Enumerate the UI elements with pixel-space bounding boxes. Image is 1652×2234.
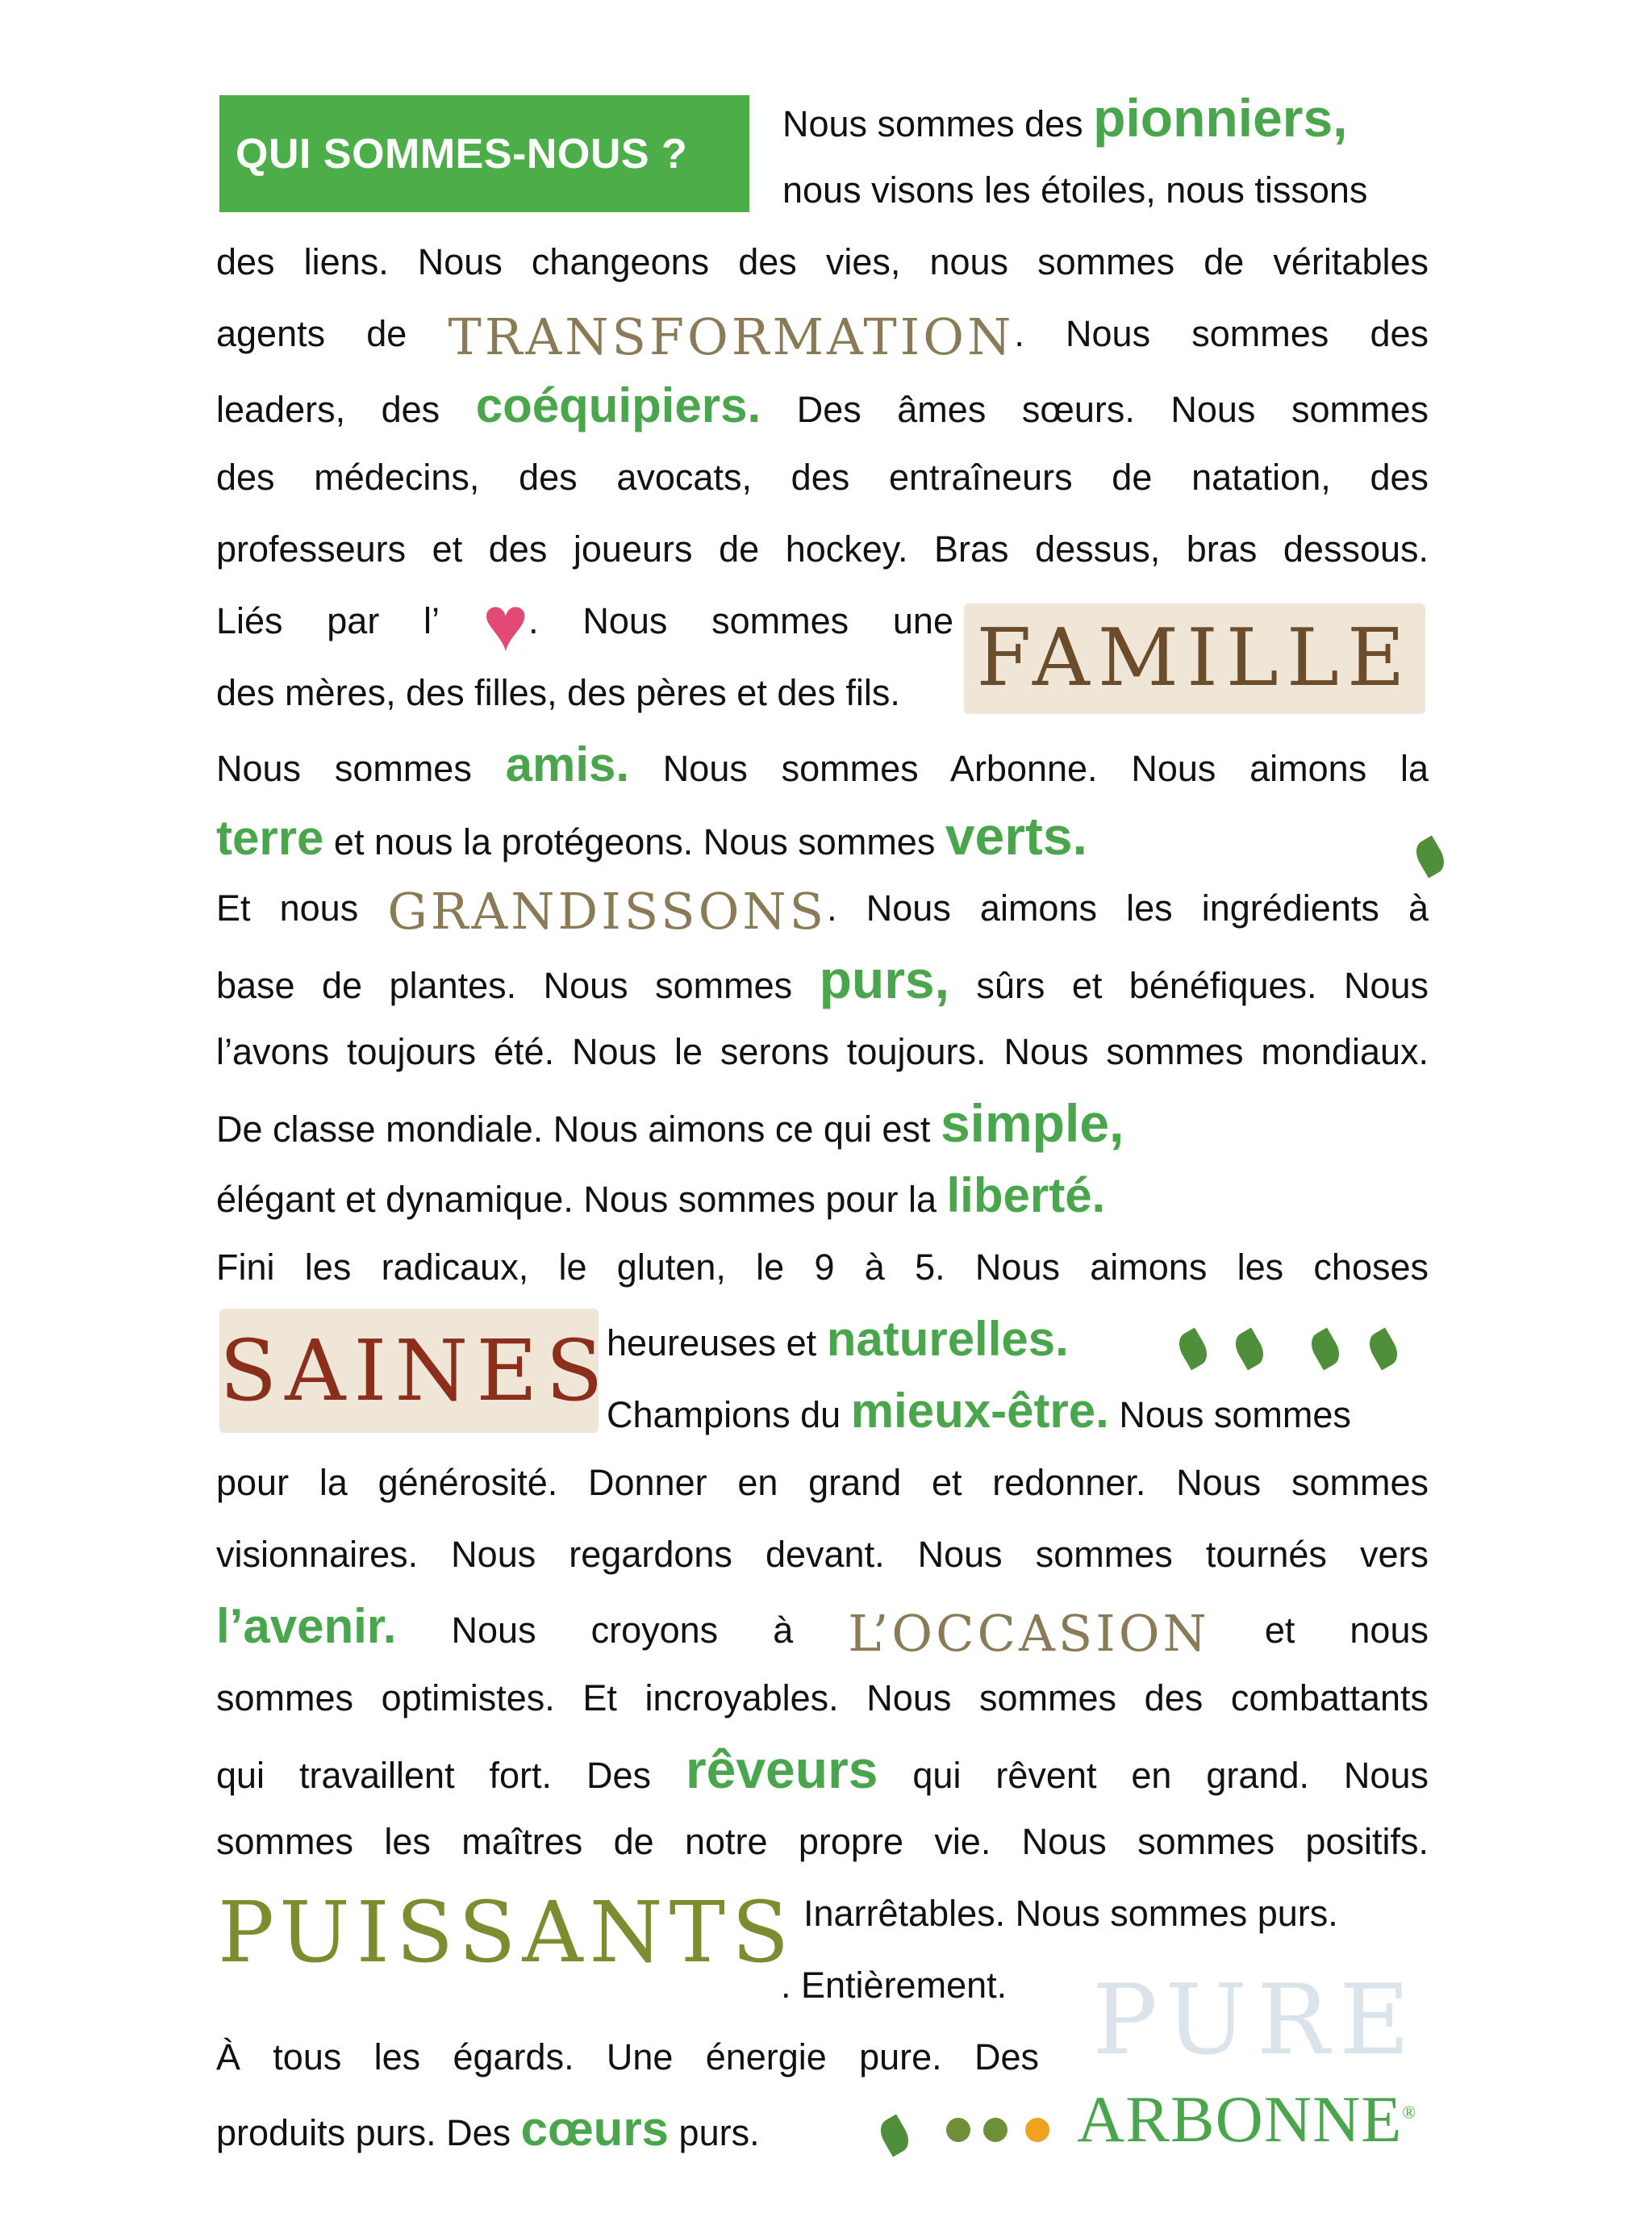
text-run: professeurs et des joueurs de hockey. Bras dessus, bras dessous. bbox=[216, 528, 1429, 570]
section-badge bbox=[219, 95, 749, 212]
highlight-word: simple, bbox=[940, 1093, 1124, 1153]
decorative-dot-icon bbox=[946, 2118, 970, 2142]
text-line bbox=[216, 800, 1429, 872]
text-line bbox=[216, 1590, 1429, 1662]
highlight-word: amis. bbox=[505, 737, 630, 791]
text-run: Nous sommes bbox=[216, 748, 506, 789]
text-run: élégant et dynamique. Nous sommes pour la bbox=[216, 1179, 947, 1220]
badge-label: QUI SOMMES-NOUS ? bbox=[236, 130, 688, 177]
word-image: GRANDISSONS bbox=[387, 881, 828, 941]
text-line bbox=[216, 1734, 1429, 1806]
text-run: purs. bbox=[669, 2112, 760, 2153]
text-run: heureuses et bbox=[607, 1322, 827, 1363]
text-run: Inarrêtables. Nous sommes purs. bbox=[803, 1893, 1338, 1934]
text-run: l’avons toujours été. Nous le serons toujours. Nous sommes mondiaux. bbox=[216, 1031, 1429, 1072]
text-run: Nous sommes bbox=[1108, 1394, 1351, 1435]
text-run: des médecins, des avocats, des entraîneurs de natation, des bbox=[216, 457, 1429, 498]
text-run: . Entièrement. bbox=[781, 1965, 1007, 2006]
text-run: . Nous sommes une bbox=[528, 600, 953, 641]
word-image: TRANSFORMATION bbox=[448, 307, 1015, 366]
text-run: Nous sommes Arbonne. Nous aimons la bbox=[629, 748, 1429, 789]
highlight-word: coéquipiers. bbox=[475, 378, 761, 432]
highlight-word: naturelles. bbox=[826, 1312, 1069, 1366]
text-run: qui travaillent fort. Des bbox=[216, 1755, 686, 1796]
text-run: . Nous sommes des bbox=[1014, 313, 1429, 354]
text-line bbox=[216, 729, 1429, 800]
text-run: Nous sommes des bbox=[782, 103, 1094, 144]
text-run: et nous la protégeons. Nous sommes bbox=[323, 821, 945, 862]
highlight-word: l’avenir. bbox=[216, 1599, 397, 1653]
text-run: sûrs et bénéfiques. Nous bbox=[949, 965, 1429, 1006]
text-line bbox=[803, 1877, 1429, 1949]
highlight-word: rêveurs bbox=[685, 1739, 878, 1799]
saines-image: SAINES bbox=[219, 1309, 599, 1433]
text-line bbox=[607, 1375, 1429, 1447]
text-run: agents de bbox=[216, 313, 448, 354]
text-line bbox=[216, 513, 1429, 585]
highlight-word: terre bbox=[216, 811, 324, 865]
arbonne-logo: ARBONNE® bbox=[1077, 2082, 1417, 2156]
text-line bbox=[782, 82, 1428, 154]
text-run: Nous croyons à bbox=[396, 1610, 849, 1651]
text-run: Champions du bbox=[607, 1394, 851, 1435]
text-run: . Nous aimons les ingrédients à bbox=[827, 887, 1429, 929]
heart-icon: ♥ bbox=[482, 580, 529, 667]
highlight-word: pionniers, bbox=[1093, 88, 1348, 148]
puissants-image: PUISSANTS bbox=[218, 1883, 796, 1981]
text-line bbox=[216, 1016, 1429, 1088]
text-line bbox=[216, 944, 1429, 1016]
text-line bbox=[216, 2093, 1039, 2165]
text-line bbox=[216, 1447, 1429, 1518]
text-line bbox=[216, 1662, 1429, 1734]
text-line bbox=[216, 298, 1429, 370]
text-run: qui rêvent en grand. Nous bbox=[878, 1755, 1429, 1796]
word-image: L’OCCASION bbox=[848, 1603, 1210, 1663]
text-line bbox=[216, 441, 1429, 513]
text-line bbox=[216, 580, 953, 667]
text-run: Et nous bbox=[216, 887, 388, 929]
text-line bbox=[216, 872, 1429, 944]
text-run: nous visons les étoiles, nous tissons bbox=[782, 169, 1368, 211]
text-run: base de plantes. Nous sommes bbox=[216, 965, 820, 1006]
text-line bbox=[216, 226, 1429, 298]
text-line bbox=[216, 1518, 1429, 1590]
text-line bbox=[216, 1159, 1429, 1231]
text-run: Liés par l’ bbox=[216, 600, 483, 641]
text-run: et nous bbox=[1209, 1610, 1429, 1651]
highlight-word: liberté. bbox=[946, 1168, 1106, 1222]
text-line bbox=[216, 370, 1429, 441]
highlight-word: cœurs bbox=[520, 2102, 670, 2156]
text-run: leaders, des bbox=[216, 389, 476, 430]
text-run: sommes les maîtres de notre propre vie. Nous sommes positifs. bbox=[216, 1821, 1429, 1862]
text-run: produits purs. Des bbox=[216, 2112, 521, 2153]
text-run: Des âmes sœurs. Nous sommes bbox=[761, 389, 1429, 430]
text-run: Fini les radicaux, le gluten, le 9 à 5. Nous aimons les choses bbox=[216, 1246, 1429, 1288]
text-line bbox=[782, 154, 1428, 226]
highlight-word: verts. bbox=[945, 806, 1087, 866]
text-run: des mères, des filles, des pères et des fils. bbox=[216, 672, 900, 713]
text-run: visionnaires. Nous regardons devant. Nous sommes tournés vers bbox=[216, 1534, 1429, 1575]
text-line bbox=[216, 1806, 1429, 1877]
text-line bbox=[216, 1088, 1429, 1159]
text-run: De classe mondiale. Nous aimons ce qui est bbox=[216, 1109, 941, 1150]
highlight-word: purs, bbox=[819, 950, 949, 1009]
text-run: À tous les égards. Une énergie pure. Des bbox=[216, 2036, 1039, 2077]
pure-image: PURE bbox=[1092, 1965, 1420, 2077]
highlight-word: mieux-être. bbox=[850, 1384, 1109, 1438]
text-line bbox=[216, 2021, 1039, 2093]
decorative-dot-icon bbox=[1025, 2118, 1049, 2142]
text-line bbox=[607, 1303, 1429, 1375]
famille-image: FAMILLE bbox=[964, 603, 1425, 714]
text-line bbox=[781, 1949, 1039, 2021]
decorative-dot-icon bbox=[983, 2118, 1007, 2142]
text-line bbox=[216, 1231, 1429, 1303]
text-run: des liens. Nous changeons des vies, nous sommes de véritables bbox=[216, 241, 1429, 282]
text-run: pour la générosité. Donner en grand et redonner. Nous sommes bbox=[216, 1462, 1429, 1503]
text-run: sommes optimistes. Et incroyables. Nous sommes des combattants bbox=[216, 1677, 1429, 1718]
text-line bbox=[216, 657, 953, 729]
